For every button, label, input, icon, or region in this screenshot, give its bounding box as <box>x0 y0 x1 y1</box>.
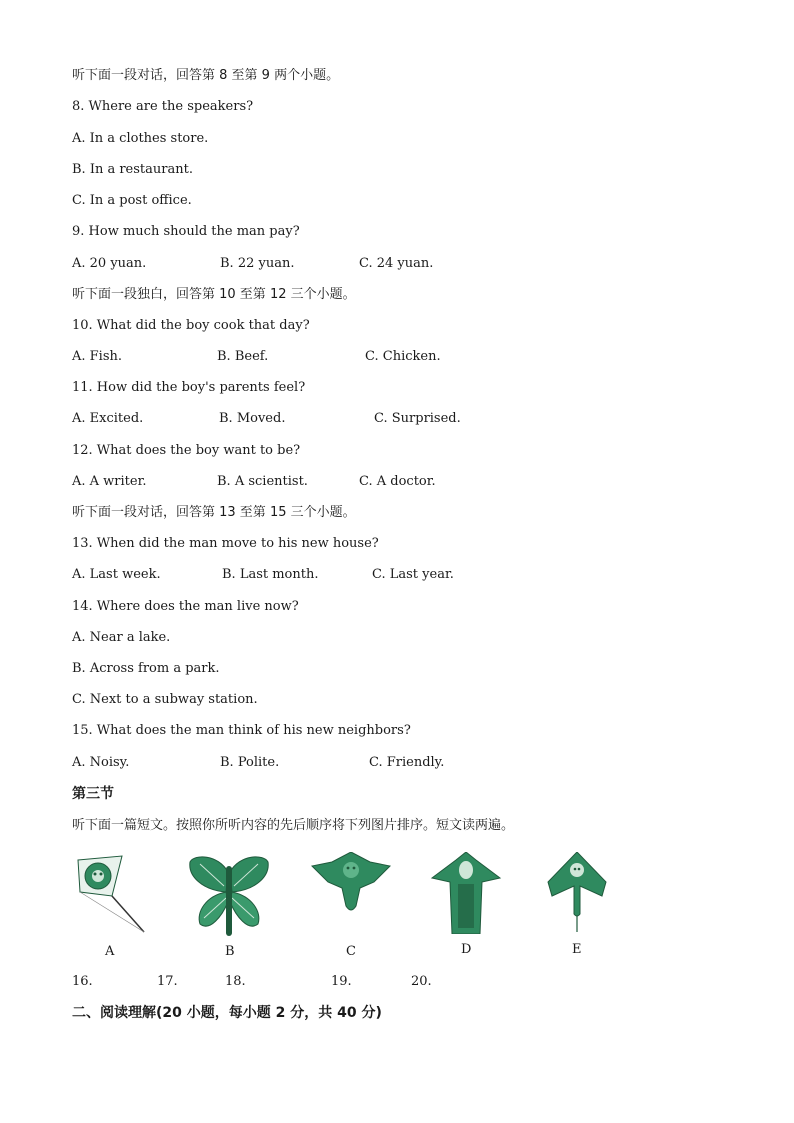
kite-label-a: A <box>105 944 115 959</box>
kite-label-d: D <box>461 942 472 957</box>
question-15: 15. What does the man think of his new neighbors? <box>72 723 411 738</box>
option-15a: A. Noisy. <box>72 755 130 770</box>
option-10b: B. Beef. <box>217 349 269 364</box>
option-9b: B. 22 yuan. <box>220 256 295 271</box>
question-13: 13. When did the man move to his new house? <box>72 536 379 551</box>
delta-kite-icon <box>546 852 608 934</box>
question-11: 11. How did the boy's parents feel? <box>72 380 306 395</box>
option-15b: B. Polite. <box>220 755 280 770</box>
butterfly-kite-icon <box>188 852 270 936</box>
answer-slot-19: 19. <box>331 974 352 989</box>
question-10: 10. What did the boy cook that day? <box>72 318 310 333</box>
reading-section-heading: 二、阅读理解(20 小题，每小题 2 分，共 40 分) <box>72 1005 382 1021</box>
kite-label-c: C <box>346 944 356 959</box>
star-ray-kite-icon <box>310 852 392 914</box>
option-13a: A. Last week. <box>72 567 161 582</box>
option-15c: C. Friendly. <box>369 755 445 770</box>
option-8c: C. In a post office. <box>72 193 192 208</box>
instruction-16-20: 听下面一篇短文。按照你所听内容的先后顺序将下列图片排序。短文读两遍。 <box>72 818 515 833</box>
option-9c: C. 24 yuan. <box>359 256 434 271</box>
figure-kite-icon <box>430 852 502 934</box>
question-8: 8. Where are the speakers? <box>72 99 254 114</box>
option-8b: B. In a restaurant. <box>72 162 193 177</box>
kite-label-e: E <box>572 942 582 957</box>
question-12: 12. What does the boy want to be? <box>72 443 301 458</box>
option-12a: A. A writer. <box>72 474 147 489</box>
instruction-10-12: 听下面一段独白，回答第 10 至第 12 三个小题。 <box>72 287 356 302</box>
instruction-8-9: 听下面一段对话，回答第 8 至第 9 两个小题。 <box>72 68 340 83</box>
round-face-kite-icon <box>72 852 152 938</box>
option-14a: A. Near a lake. <box>72 630 171 645</box>
option-11c: C. Surprised. <box>374 411 461 426</box>
option-11a: A. Excited. <box>72 411 144 426</box>
answer-slot-18: 18. <box>225 974 246 989</box>
option-12c: C. A doctor. <box>359 474 436 489</box>
instruction-13-15: 听下面一段对话，回答第 13 至第 15 三个小题。 <box>72 505 356 520</box>
option-10a: A. Fish. <box>72 349 123 364</box>
option-13b: B. Last month. <box>222 567 319 582</box>
option-10c: C. Chicken. <box>365 349 441 364</box>
answer-slot-16: 16. <box>72 974 93 989</box>
option-11b: B. Moved. <box>219 411 286 426</box>
option-9a: A. 20 yuan. <box>72 256 147 271</box>
kite-label-b: B <box>225 944 235 959</box>
option-8a: A. In a clothes store. <box>72 131 209 146</box>
question-9: 9. How much should the man pay? <box>72 224 300 239</box>
question-14: 14. Where does the man live now? <box>72 599 299 614</box>
option-12b: B. A scientist. <box>217 474 308 489</box>
answer-slot-17: 17. <box>157 974 178 989</box>
answer-slot-20: 20. <box>411 974 432 989</box>
section-3-heading: 第三节 <box>72 786 114 802</box>
option-13c: C. Last year. <box>372 567 454 582</box>
option-14b: B. Across from a park. <box>72 661 220 676</box>
option-14c: C. Next to a subway station. <box>72 692 258 707</box>
